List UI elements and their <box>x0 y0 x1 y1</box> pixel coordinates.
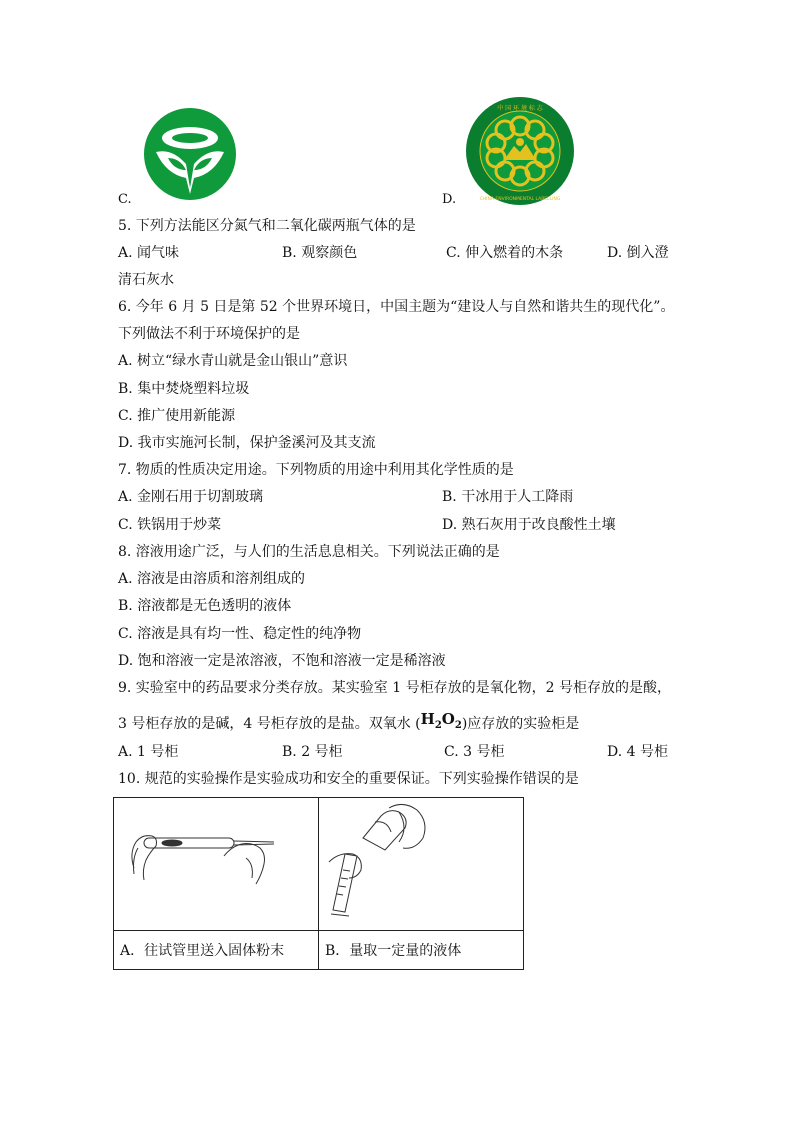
q7-option-d: D. 熟石灰用于改良酸性土壤 <box>442 517 616 533</box>
q5-stem: 5. 下列方法能区分氮气和二氧化碳两瓶气体的是 <box>118 218 416 234</box>
q6-stem-line1: 6. 今年 6 月 5 日是第 52 个世界环境日，中国主题为“建设人与自然和谐共生的现代化”。 <box>118 299 675 315</box>
q5-option-c: C. 伸入燃着的木条 <box>446 245 564 261</box>
q6-option-d: D. 我市实施河长制，保护釜溪河及其支流 <box>118 435 376 451</box>
q5-option-d: D. 倒入澄 <box>607 245 669 261</box>
q5-option-d-cont: 清石灰水 <box>118 272 174 288</box>
q8-option-d: D. 饱和溶液一定是浓溶液，不饱和溶液一定是稀溶液 <box>118 653 446 669</box>
q10-stem: 10. 规范的实验操作是实验成功和安全的重要保证。下列实验操作错误的是 <box>118 771 579 787</box>
green-food-logo <box>142 108 238 200</box>
q9-stem-post: )应存放的实验柜是 <box>461 716 580 732</box>
q8-option-c: C. 溶液是具有均一性、稳定性的纯净物 <box>118 626 362 642</box>
q9-option-b: B. 2 号柜 <box>282 744 343 760</box>
q9-stem-line1: 9. 实验室中的药品要求分类存放。某实验室 1 号柜存放的是氧化物，2 号柜存放的是酸， <box>118 680 671 696</box>
caption-a: A．往试管里送入固体粉末 <box>114 931 319 970</box>
experiment-table <box>113 797 524 970</box>
q7-option-b: B. 干冰用于人工降雨 <box>442 489 574 505</box>
q8-stem: 8. 溶液用途广泛，与人们的生活息息相关。下列说法正确的是 <box>118 544 500 560</box>
q6-option-b: B. 集中焚烧塑料垃圾 <box>118 381 250 397</box>
option-d-label: D. <box>442 192 457 207</box>
q6-option-a: A. 树立“绿水青山就是金山银山”意识 <box>118 353 348 369</box>
q8-option-a: A. 溶液是由溶质和溶剂组成的 <box>118 571 306 587</box>
logo-ring-text-en: CHINA ENVIRONMENTAL LABELLING <box>479 197 561 202</box>
environmental-label-logo <box>464 96 576 206</box>
option-c-label: C. <box>118 192 132 207</box>
q6-stem-line2: 下列做法不利于环境保护的是 <box>118 326 300 342</box>
q7-option-a: A. 金刚石用于切割玻璃 <box>118 489 264 505</box>
caption-b: B．量取一定量的液体 <box>319 931 524 970</box>
q5-option-a: A. 闻气味 <box>118 245 180 261</box>
q9-stem-pre: 3 号柜存放的是碱，4 号柜存放的是盐。双氧水 ( <box>118 716 421 732</box>
q9-option-a: A. 1 号柜 <box>118 744 179 760</box>
q9-stem-line2 <box>118 710 580 739</box>
q6-option-c: C. 推广使用新能源 <box>118 408 236 424</box>
q7-option-c: C. 铁锅用于炒菜 <box>118 517 222 533</box>
illustration-cell-b <box>319 798 524 931</box>
q5-option-b: B. 观察颜色 <box>282 245 358 261</box>
graduated-cylinder-illustration <box>319 798 467 926</box>
illustration-cell-a <box>114 798 319 931</box>
test-tube-powder-illustration <box>114 798 318 926</box>
q8-option-b: B. 溶液都是无色透明的液体 <box>118 598 292 614</box>
q9-option-d: D. 4 号柜 <box>607 744 668 760</box>
q7-stem: 7. 物质的性质决定用途。下列物质的用途中利用其化学性质的是 <box>118 462 514 478</box>
logo-ring-text: 中 国 环 境 标 志 <box>497 105 543 112</box>
q9-option-c: C. 3 号柜 <box>444 744 505 760</box>
h2o2-formula: $H_2O_2$ <box>420 710 462 731</box>
